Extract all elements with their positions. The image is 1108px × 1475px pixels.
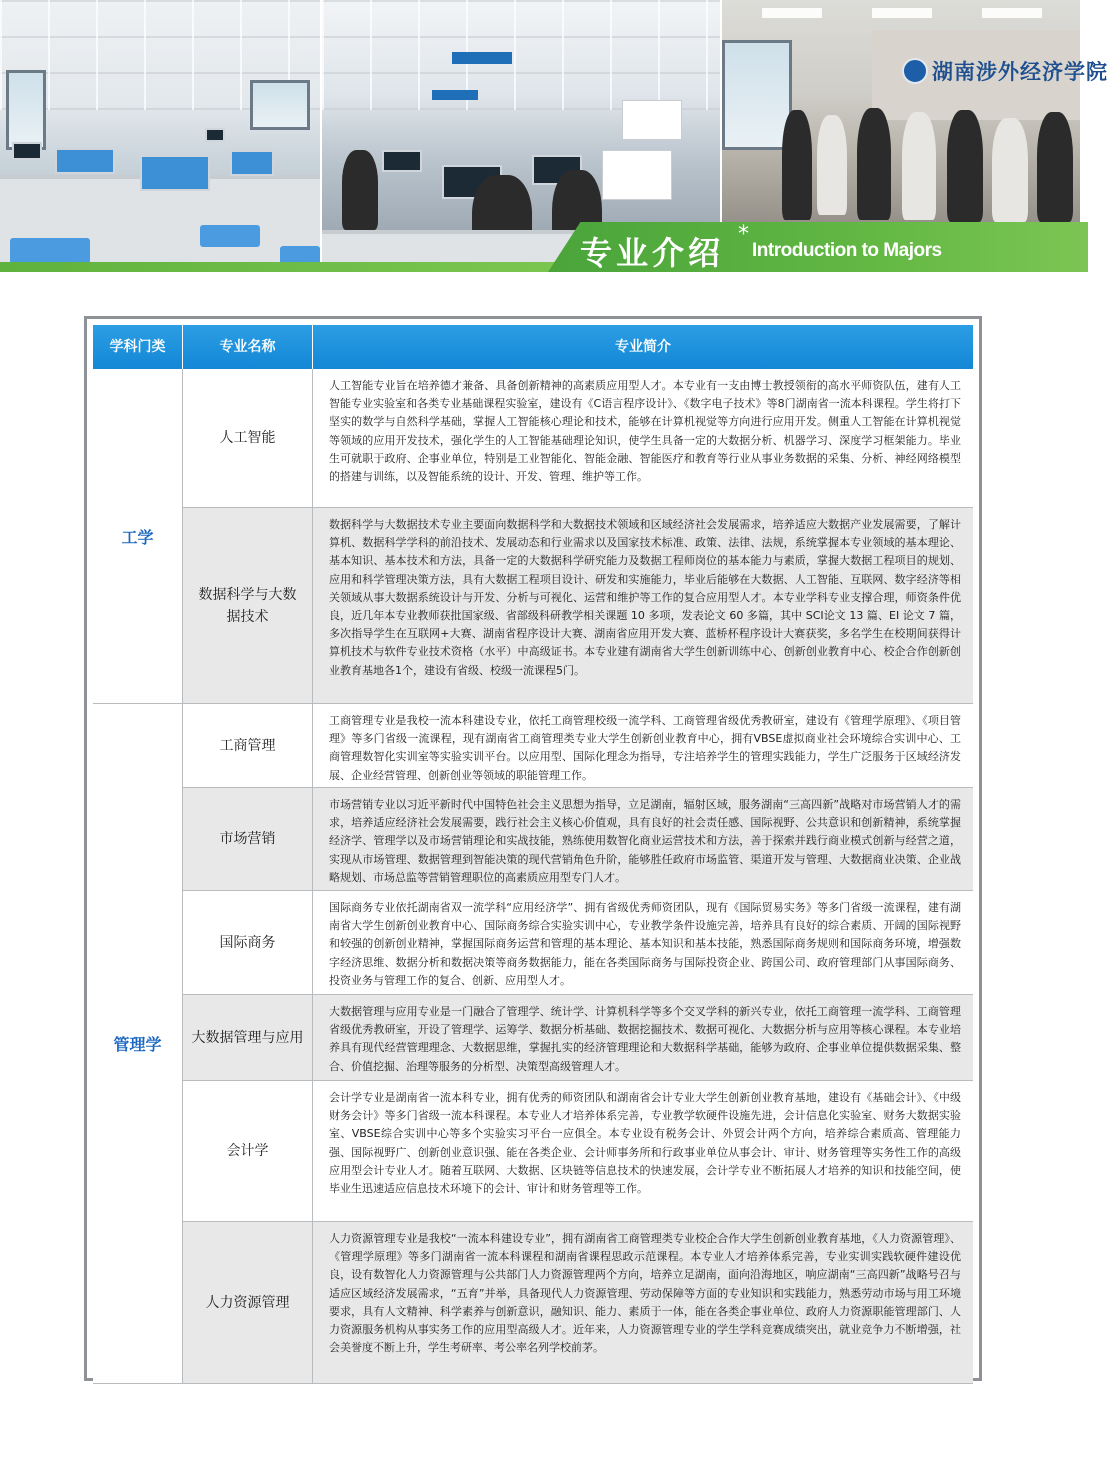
header-category: 学科门类 — [93, 325, 183, 369]
category-engineering: 工学 — [93, 369, 183, 704]
category-management: 管理学 — [93, 704, 183, 1384]
banner — [0, 0, 1108, 272]
major-name: 人工智能 — [183, 369, 313, 507]
table-row — [183, 1081, 973, 1222]
banner-title — [580, 222, 942, 274]
major-name: 会计学 — [183, 1081, 313, 1221]
major-description: 国际商务专业依托湖南省双一流学科“应用经济学”、拥有省级优秀师资团队，现有《国际贸易实务》等多门省级一流课程，建有湖南省大学生创新创业教育中心、国际商务综合实验实训中心，专业教学条件设施完善，培养具有良好的综合素质、开阔的国际视野和较强的创新创业精神，掌握国际商务运营和管理的基本理论、基本知识和基本技能，熟悉国际商务规则和国际商务环境，增强数字经济思维、数据分析和数据决策等商务数据能力，能在各类国际商务与国际投资企业、跨国公司、政府管理部门从事国际商务、投资业务与管理工作的复合、创新、应用型人才。 — [329, 901, 961, 987]
header-major: 专业名称 — [183, 325, 313, 369]
major-description: 人力资源管理专业是我校“一流本科建设专业”，拥有湖南省工商管理类专业校企合作大学生创新创业教育基地，《人力资源管理》、《管理学原理》等多门湖南省一流本科课程和湖南省课程思政示范课程。本专业人才培养体系完善，专业实训实践软硬件建设优良，设有数智化人力资源管理与公共部门人力资源管理两个方向，培养立足湖南，面向沿海地区，响应湖南“三高四新”战略号召与适应区域经济发展需求，“五育”并举，具备现代人力资源管理、劳动保障等方面的专业知识和实践能力，熟悉劳动市场与用工环境要求，具有人文精神、科学素养与创新意识，融知识、能力、素质于一体，能在各类企事业单位、政府人力资源职能管理部门、人力资源服务机构从事实务工作的应用型高级人才。近年来，人力资源管理专业的学生学科竞赛成绩突出，就业竞争力不断增强，社会美誉度不断上升，学生考研率、考公率名列学校前茅。 — [329, 1232, 961, 1355]
title-cn: 专业介绍 — [580, 234, 725, 272]
major-name: 工商管理 — [183, 704, 313, 787]
table-row — [183, 995, 973, 1081]
major-name: 大数据管理与应用 — [183, 995, 313, 1080]
majors-table — [84, 316, 982, 1381]
major-name: 人力资源管理 — [183, 1222, 313, 1383]
table-row — [183, 508, 973, 704]
school-name: 湖南涉外经济学院 — [932, 59, 1108, 84]
major-name: 市场营销 — [183, 788, 313, 890]
table-header — [93, 325, 973, 369]
title-star: * — [738, 222, 749, 247]
major-name — [183, 508, 313, 703]
major-description: 市场营销专业以习近平新时代中国特色社会主义思想为指导，立足湖南，辐射区域，服务湖南“三高四新”战略对市场营销人才的需求，培养适应经济社会发展需要，践行社会主义核心价值观，具有良好的社会责任感、国际视野、公共意识和创新精神，系统掌握经济学、管理学以及市场营销理论和实战技能，熟练使用数智化商业运营技术和方法，善于探索并践行商业模式创新与经营之道，实现从市场管理、数据管理到智能决策的现代营销角色升阶，能够胜任政府市场监管、渠道开发与管理、大数据商业决策、企业战略规划、市场总监等营销管理职位的高素质应用型专门人才。 — [329, 798, 961, 884]
table-row — [183, 704, 973, 788]
table-row — [183, 1222, 973, 1384]
major-name: 国际商务 — [183, 891, 313, 994]
school-emblem-icon — [902, 58, 928, 84]
lab-photo-1 — [0, 0, 320, 272]
major-description: 大数据管理与应用专业是一门融合了管理学、统计学、计算机科学等多个交叉学科的新兴专业，依托工商管理一流学科、工商管理省级优秀教研室，开设了管理学、运筹学、数据分析基础、数据挖掘技术、数据可视化、大数据分析与应用等核心课程。本专业培养具有现代经营管理理念、大数据思维，掌握扎实的经济管理理论和大数据科学基础，能够为政府、企事业单位提供数据采集、整合、价值挖掘、治理等服务的分析型、决策型高级管理人才。 — [329, 1005, 961, 1073]
header-description: 专业简介 — [615, 339, 671, 355]
table-row — [183, 891, 973, 995]
table-row — [183, 369, 973, 508]
major-description: 数据科学与大数据技术专业主要面向数据科学和大数据技术领域和区域经济社会发展需求，培养适应大数据产业发展需要，了解计算机、数据科学学科的前沿技术、发展动态和行业需求以及国家技术标准、政策、法律、法规，系统掌握本专业领域的基本理论、基本知识、基本技术和方法，具备一定的大数据科学研究能力及数据工程师岗位的基本能力与素质，掌握大数据工程项目的规划、应用和科学管理决策方法，具有大数据工程项目设计、研发和实施能力，毕业后能够在大数据、人工智能、互联网、数字经济等相关领域从事大数据系统设计与开发、分析与可视化、运营和维护等工作的复合应用型人才。本专业学科专业支撑合理，师资条件优良，近几年本专业教师获批国家级、省部级科研教学相关课题 10 多项，发表论文 60 多篇，其中 SCI论文 13 篇、EI 论文 7 篇，多次指导学生在互联网+大赛、湖南省程序设计大赛、湖南省应用开发大赛、蓝桥杯程序设计大赛获奖，多名学生在校期间获得计算机技术与软件专业技术资格（水平）中高级证书。本专业建有湖南省大学生创新训练中心、创新创业教育中心、校企合作创新创业教育基地各1个，建设有省级、校级一流课程5门。 — [329, 518, 961, 677]
title-en: Introduction to Majors — [752, 240, 942, 261]
table-row — [183, 788, 973, 891]
major-description: 会计学专业是湖南省一流本科专业，拥有优秀的师资团队和湖南省会计专业大学生创新创业教育基地，建设有《基础会计》、《中级财务会计》等多门省级一流本科课程。本专业人才培养体系完善，专业教学软硬件设施先进，会计信息化实验室、财务大数据实验室、VBSE综合实训中心等多个实验实习平台一应俱全。本专业设有税务会计、外贸会计两个方向，培养综合素质高、管理能力强、国际视野广、创新创业意识强、能在各类企业、会计师事务所和行政事业单位从事会计、审计、财务管理等实务性工作的高级应用型会计专业人才。随着互联网、大数据、区块链等信息技术的快速发展，会计学专业不断拓展人才培养的知识和技能空间，使毕业生迅速适应信息技术环境下的会计、审计和财务管理等工作。 — [329, 1091, 961, 1196]
major-description: 人工智能专业旨在培养德才兼备、具备创新精神的高素质应用型人才。本专业有一支由博士教授领衔的高水平师资队伍，建有人工智能专业实验室和各类专业基础课程实验室，建设有《C语言程序设计》、《数字电子技术》等8门湖南省一流本科课程。学生将打下坚实的数学与自然科学基础，掌握人工智能核心理论和技术，能够在计算机视觉等方向进行应用开发。侧重人工智能在计算机视觉等领域的应用开发技术，强化学生的人工智能基础理论知识，使学生具备一定的大数据分析、机器学习、深度学习框架能力。毕业生可就职于政府、企事业单位，特别是工业智能化、智能金融、智能医疗和教育等行业从事业务数据的采集、分析、神经网络模型的搭建与训练，以及智能系统的设计、开发、管理、维护等工作。 — [329, 379, 961, 484]
major-name-text: 数据科学与大数据技术 — [198, 586, 297, 625]
major-description: 工商管理专业是我校一流本科建设专业，依托工商管理校级一流学科、工商管理省级优秀教研室，建设有《管理学原理》、《项目管理》等多门省级一流课程，现有湖南省工商管理类专业大学生创新创业教育中心，拥有VBSE虚拟商业社会环境综合实训中心、工商管理数智化实训室等实验实训平台。以应用型、国际化理念为指导，专注培养学生的管理实践能力，学生广泛服务于区域经济发展、企业经营管理、创新创业等领域的职能管理工作。 — [329, 714, 961, 782]
